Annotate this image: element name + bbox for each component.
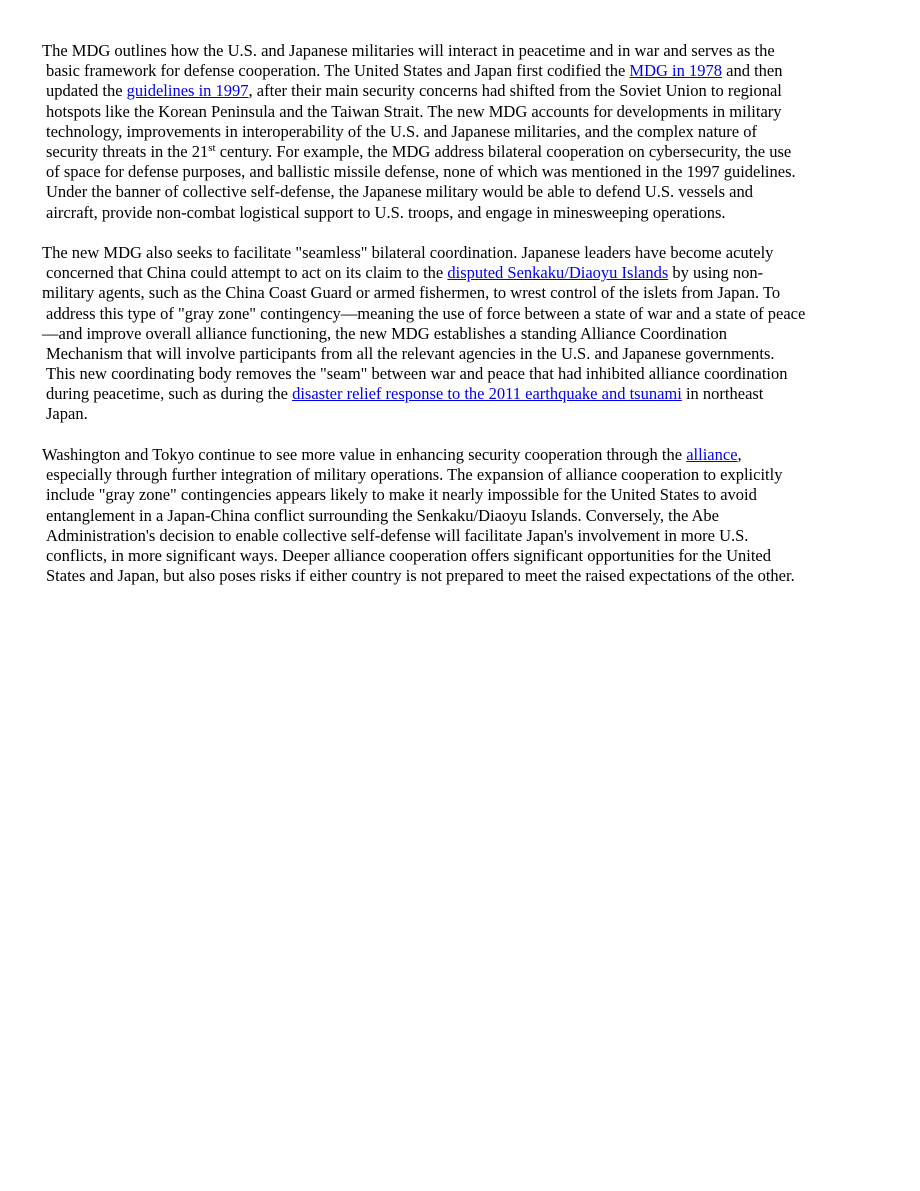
text-line: The new MDG also seeks to facilitate "seamless" bilateral coordination. Japanese leaders have become acutely <box>42 242 774 262</box>
text-line: This new coordinating body removes the "seam" between war and peace that had inhibited alliance coordination <box>46 364 788 384</box>
link-guidelines-1997[interactable]: guidelines in 1997 <box>126 81 249 101</box>
text-line: Mechanism that will involve participants from all the relevant agencies in the U.S. and Japanese governments. <box>46 343 775 363</box>
text-line: entanglement in a Japan-China conflict surrounding the Senkaku/Diaoyu Islands. Conversely, the Abe <box>46 505 719 525</box>
text-line: The MDG outlines how the U.S. and Japanese militaries will interact in peacetime and in war and serves as the <box>42 41 775 60</box>
text-line: of space for defense purposes, and ballistic missile defense, none of which was mentioned in the 1997 guidelines. <box>46 162 796 182</box>
paragraph-gap <box>42 425 882 445</box>
text-line: technology, improvements in interoperability of the U.S. and Japanese militaries, and the complex nature of <box>46 121 757 141</box>
link-alliance[interactable]: alliance <box>686 444 738 464</box>
text-line: military agents, such as the China Coast Guard or armed fishermen, to wrest control of the islets from Japan. To <box>42 283 781 303</box>
text-line: —and improve overall alliance functioning, the new MDG establishes a standing Alliance Coordination <box>42 323 728 343</box>
text-line: States and Japan, but also poses risks if either country is not prepared to meet the raised expectations of the other. <box>46 566 795 586</box>
text-line: during peacetime, such as during the disaster relief response to the 2011 earthquake and tsunami in northeast <box>46 384 764 404</box>
text-line: hotspots like the Korean Peninsula and the Taiwan Strait. The new MDG accounts for developments in military <box>46 101 782 121</box>
link-senkaku-islands[interactable]: disputed Senkaku/Diaoyu Islands <box>447 263 669 283</box>
text-line: Washington and Tokyo continue to see more value in enhancing security cooperation through the alliance, <box>42 444 742 464</box>
superscript: st <box>208 141 216 154</box>
paragraph-3 <box>42 445 882 586</box>
text-line: security threats in the 21st century. For example, the MDG address bilateral cooperation on cybersecurity, the use <box>46 141 792 161</box>
paragraph-1 <box>42 41 882 223</box>
text-line: address this type of "gray zone" contingency—meaning the use of force between a state of war and a state of peace <box>46 303 806 323</box>
paragraph-2 <box>42 243 882 425</box>
text-line: Under the banner of collective self-defense, the Japanese military would be able to defend U.S. vessels and <box>46 182 753 202</box>
text-line: updated the guidelines in 1997, after their main security concerns had shifted from the Soviet Union to regional <box>46 81 782 101</box>
text-line: conflicts, in more significant ways. Deeper alliance cooperation offers significant opportunities for the United <box>46 545 772 565</box>
paragraph-gap <box>42 223 882 243</box>
link-disaster-relief[interactable]: disaster relief response to the 2011 earthquake and tsunami <box>292 384 682 404</box>
text-line: basic framework for defense cooperation. The United States and Japan first codified the MDG in 1978 and then <box>46 61 783 81</box>
text-line: Administration's decision to enable collective self-defense will facilitate Japan's involvement in more U.S. <box>46 525 749 545</box>
text-line: include "gray zone" contingencies appears likely to make it nearly impossible for the United States to avoid <box>46 485 757 505</box>
text-line: especially through further integration of military operations. The expansion of alliance cooperation to explicitly <box>46 465 783 485</box>
text-line: aircraft, provide non-combat logistical support to U.S. troops, and engage in minesweeping operations. <box>46 202 726 222</box>
text-line: concerned that China could attempt to act on its claim to the disputed Senkaku/Diaoyu Islands by using non- <box>46 263 764 283</box>
article-body <box>42 41 882 586</box>
link-mdg-1978[interactable]: MDG in 1978 <box>629 61 722 81</box>
text-line: Japan. <box>46 404 88 424</box>
